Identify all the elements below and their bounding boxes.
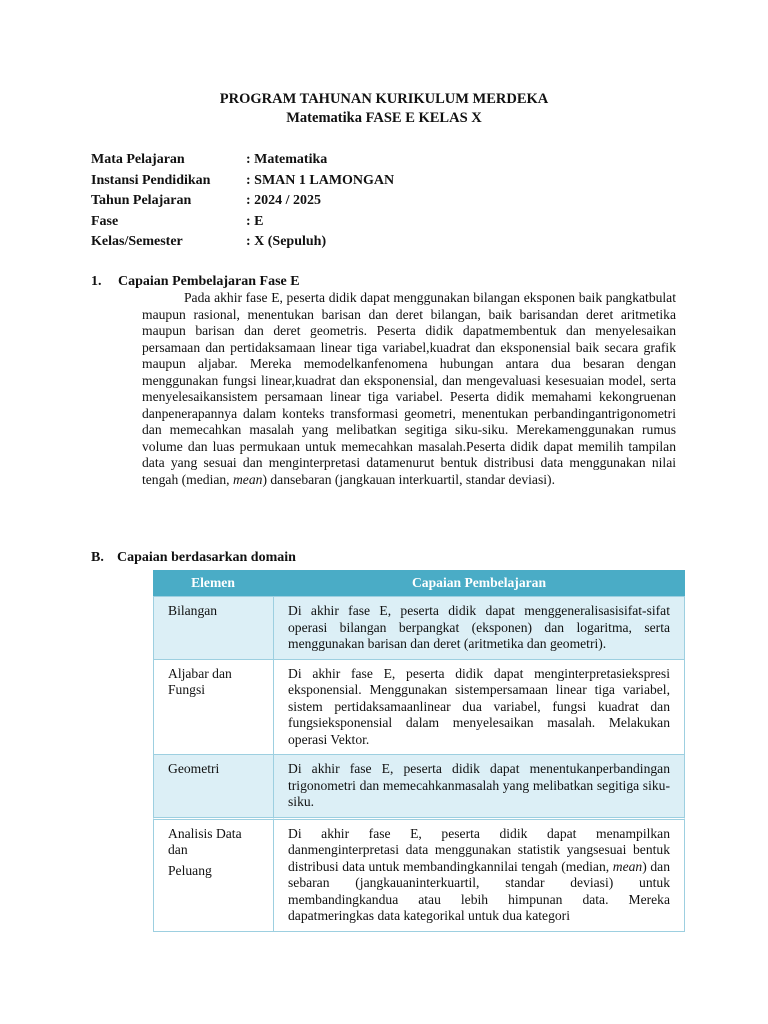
section-title: Capaian Pembelajaran Fase E <box>118 274 300 289</box>
table-row <box>153 817 685 932</box>
identity-block <box>91 150 394 253</box>
section-number: 1. <box>91 274 102 289</box>
info-row-subject <box>91 150 394 171</box>
element-cell: Bilangan <box>153 596 273 659</box>
info-value: : SMAN 1 LAMONGAN <box>246 172 395 188</box>
element-line: Peluang <box>168 862 212 878</box>
info-label: Instansi Pendidikan <box>91 172 211 188</box>
section-1-heading <box>91 272 300 292</box>
section-number: B. <box>91 550 104 565</box>
competency-text-end: ) dan sebaran (jangkauaninterkuartil, standar deviasi) untuk membandingkandua atau lebih himpunan data. Mereka dapatmeringkas data kategorikal untuk dua kategori <box>288 858 670 923</box>
table-row <box>153 659 685 755</box>
table-row <box>153 754 685 817</box>
info-label: Tahun Pelajaran <box>91 193 192 208</box>
info-value: : 2024 / 2025 <box>246 193 322 208</box>
info-row-year <box>91 191 394 212</box>
element-cell: Geometri <box>153 754 273 817</box>
competency-cell <box>273 817 685 932</box>
paragraph-italic: mean <box>232 471 263 487</box>
section-1-paragraph <box>142 290 676 488</box>
info-row-phase <box>91 212 394 233</box>
paragraph-text: Pada akhir fase E, peserta didik dapat menggunakan bilangan eksponen baik pangkatbulat maupun rasional, menentukan barisan dan deret bilangan, baik barisandan deret aritmetika maupun barisan dan deret geometris. Peserta didik dapatmembentuk dan menyelesaikan persamaan dan pertidaksamaan linear tiga variabel,kuadrat dan eksponensial baik secara grafik maupun aljabar. Mereka memodelkanfenomena hubungan antara dua besaran dengan menggunakan fungsi linear,kuadrat dan eksponensial, dan mengevaluasi kesesuaian model, serta menyelesaikansistem persamaan linear tiga variabel. Peserta didik memahami kekongruenan danpenerapannya dalam konteks transformasi geometri, menentukan perbandingantrigonometri dan memecahkan masalah yang melibatkan segitiga siku-siku. Merekamenggunakan rumus volume dan luas permukaan untuk memecahkan masalah.Peserta didik dapat memilih tampilan data yang sesuai dan menginterpretasi datamenurut bentuk distribusi data menggunakan nilai tengah (median, <box>142 290 676 487</box>
info-value: : Matematika <box>246 152 328 167</box>
element-line: dan <box>168 842 188 857</box>
column-header-element: Elemen <box>153 570 273 596</box>
info-row-class <box>91 232 394 253</box>
info-row-institution <box>91 171 394 192</box>
competency-cell: Di akhir fase E, peserta didik dapat menggeneralisasisifat-sifat operasi bilangan berpangkat (eksponen) dan logaritma, serta menggunakan barisan dan deret (aritmetika dan geometri). <box>273 596 685 659</box>
element-cell <box>153 817 273 932</box>
competency-text: Di akhir fase E, peserta didik dapat menampilkan danmenginterpretasi data menggunakan statistik yangsesuai bentuk distribusi data untuk membandingkannilai tengah (median, <box>288 825 670 874</box>
element-line: Analisis Data <box>168 825 242 841</box>
info-label: Kelas/Semester <box>91 234 183 249</box>
element-line: Aljabar dan <box>168 665 232 681</box>
info-label: Mata Pelajaran <box>91 152 185 167</box>
competency-table <box>153 570 685 932</box>
info-value: : E <box>246 213 264 229</box>
paragraph-end: ) dansebaran (jangkauan interkuartil, standar deviasi). <box>262 471 555 487</box>
document-subtitle: Matematika FASE E KELAS X <box>286 110 482 126</box>
info-label: Fase <box>91 213 119 229</box>
element-cell <box>153 659 273 755</box>
section-title: Capaian berdasarkan domain <box>117 550 296 565</box>
info-value: : X (Sepuluh) <box>246 234 327 249</box>
document-title: PROGRAM TAHUNAN KURIKULUM MERDEKA <box>219 91 549 107</box>
table-header-row <box>153 570 685 596</box>
competency-cell: Di akhir fase E, peserta didik dapat menentukanperbandingan trigonometri dan memecahkanmasalah yang melibatkan segitiga siku-siku. <box>273 754 685 817</box>
table-row <box>153 596 685 659</box>
competency-italic: mean <box>612 858 643 874</box>
column-header-competency: Capaian Pembelajaran <box>273 570 685 596</box>
element-line: Fungsi <box>168 682 206 697</box>
section-b-heading <box>91 548 296 568</box>
competency-cell: Di akhir fase E, peserta didik dapat menginterpretasiekspresi eksponensial. Menggunakan sistempersamaan linear tiga variabel, sistem pertidaksamaanlinear dua variabel, fungsi kuadrat dan fungsieksponensial dalam menyelesaikan masalah. Melakukan operasi Vektor. <box>273 659 685 755</box>
